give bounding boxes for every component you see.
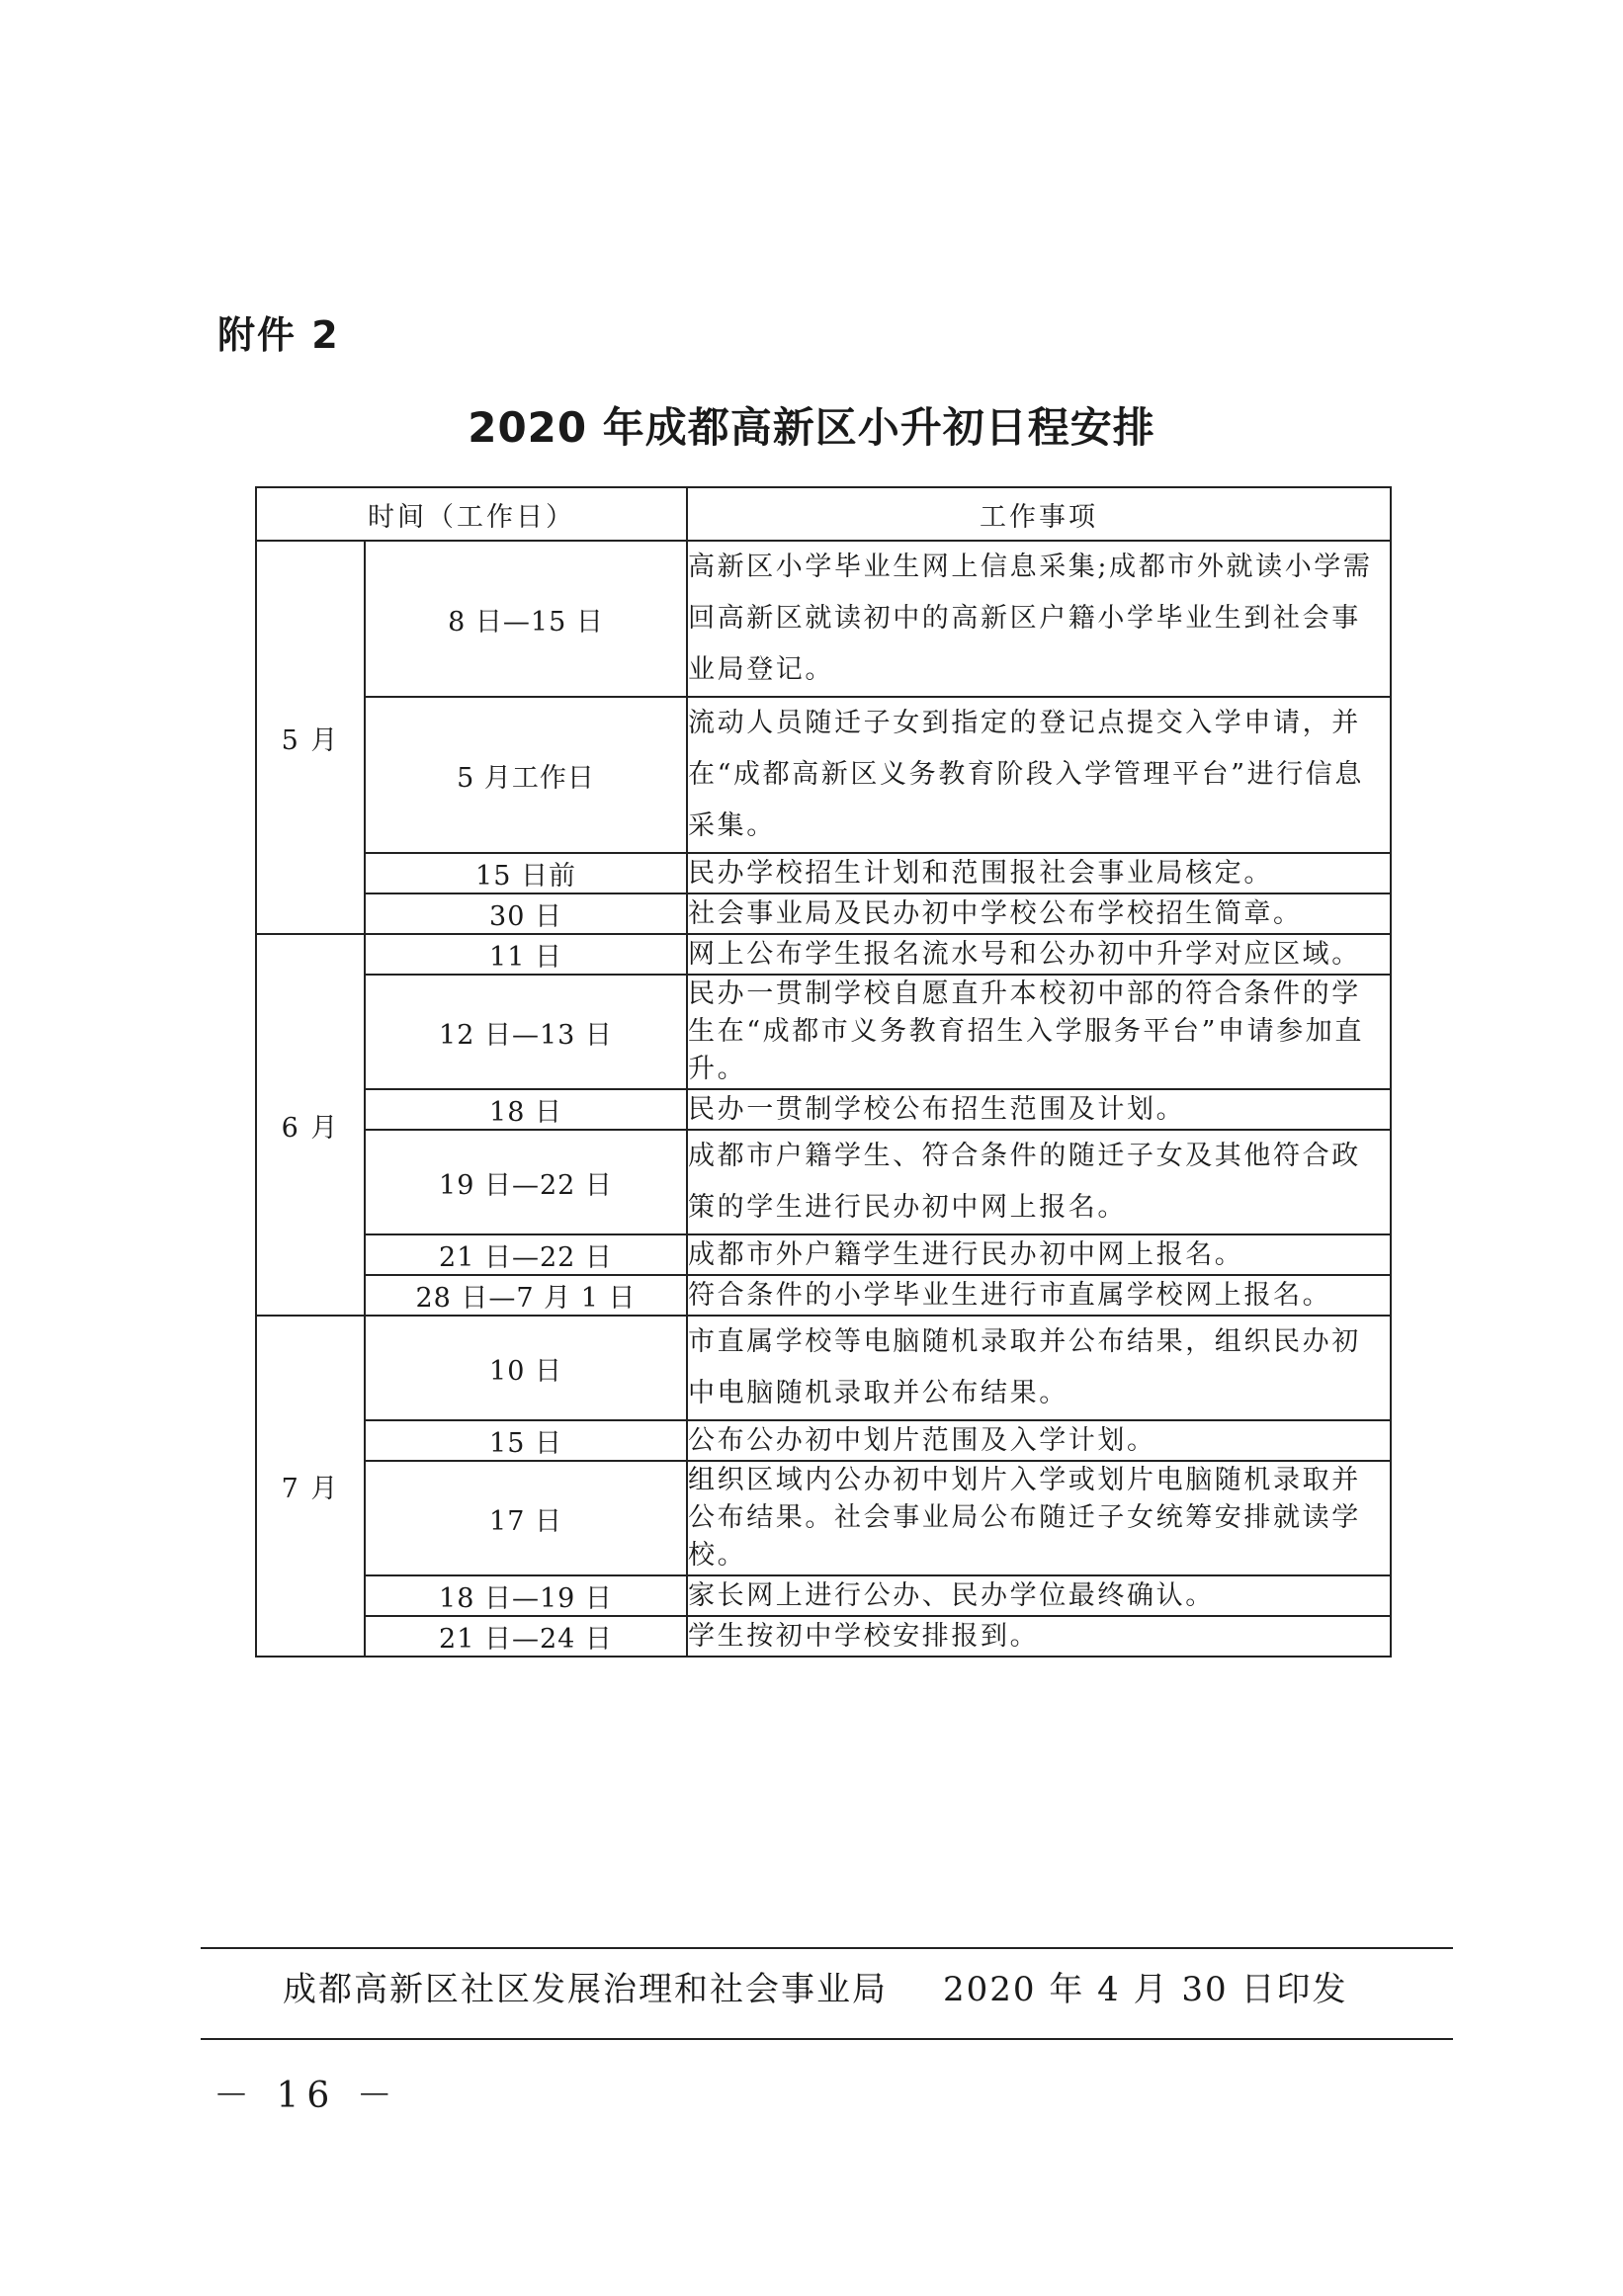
item-cell: 民办一贯制学校自愿直升本校初中部的符合条件的学生在“成都市义务教育招生入学服务平台”申请参加直升。 (687, 975, 1391, 1089)
attachment-label: 附件 2 (217, 313, 340, 357)
table-row (256, 1130, 1391, 1234)
item-cell: 市直属学校等电脑随机录取并公布结果，组织民办初中电脑随机录取并公布结果。 (687, 1316, 1391, 1420)
table-row (256, 1575, 1391, 1616)
page-number: － 16 － (214, 2076, 400, 2116)
date-cell: 18 日—19 日 (365, 1575, 687, 1616)
table-row (256, 1089, 1391, 1130)
footer-bottom-rule (201, 2038, 1453, 2040)
item-cell: 组织区域内公办初中划片入学或划片电脑随机录取并公布结果。社会事业局公布随迁子女统筹安排就读学校。 (687, 1461, 1391, 1575)
table-row (256, 1316, 1391, 1420)
date-cell: 10 日 (365, 1316, 687, 1420)
item-cell: 家长网上进行公办、民办学位最终确认。 (687, 1575, 1391, 1616)
date-cell: 21 日—22 日 (365, 1234, 687, 1275)
header-time: 时间（工作日） (256, 487, 687, 541)
item-cell: 学生按初中学校安排报到。 (687, 1616, 1391, 1657)
table-row (256, 934, 1391, 975)
date-cell: 28 日—7 月 1 日 (365, 1275, 687, 1316)
date-cell: 8 日—15 日 (365, 541, 687, 697)
table-row (256, 975, 1391, 1089)
item-cell: 民办学校招生计划和范围报社会事业局核定。 (687, 853, 1391, 893)
month-cell: 5 月 (256, 541, 365, 934)
item-cell: 成都市户籍学生、符合条件的随迁子女及其他符合政策的学生进行民办初中网上报名。 (687, 1130, 1391, 1234)
footer-top-rule (201, 1947, 1453, 1949)
footer-imprint (283, 1962, 1347, 2010)
item-cell: 社会事业局及民办初中学校公布学校招生简章。 (687, 893, 1391, 934)
date-cell: 19 日—22 日 (365, 1130, 687, 1234)
item-cell: 成都市外户籍学生进行民办初中网上报名。 (687, 1234, 1391, 1275)
date-cell: 21 日—24 日 (365, 1616, 687, 1657)
item-cell: 流动人员随迁子女到指定的登记点提交入学申请，并在“成都高新区义务教育阶段入学管理平台”进行信息采集。 (687, 697, 1391, 853)
item-cell: 符合条件的小学毕业生进行市直属学校网上报名。 (687, 1275, 1391, 1316)
date-cell: 11 日 (365, 934, 687, 975)
date-cell: 17 日 (365, 1461, 687, 1575)
schedule-table (255, 486, 1392, 1658)
table-row (256, 541, 1391, 697)
table-row (256, 697, 1391, 853)
table-row (256, 893, 1391, 934)
footer-issuer: 成都高新区社区发展治理和社会事业局 (283, 1970, 888, 2009)
header-item: 工作事项 (687, 487, 1391, 541)
item-cell: 公布公办初中划片范围及入学计划。 (687, 1420, 1391, 1461)
item-cell: 高新区小学毕业生网上信息采集;成都市外就读小学需回高新区就读初中的高新区户籍小学毕业生到社会事业局登记。 (687, 541, 1391, 697)
footer-issue-date: 2020 年 4 月 30 日印发 (943, 1970, 1348, 2009)
table-row (256, 1420, 1391, 1461)
table-row (256, 1234, 1391, 1275)
item-cell: 民办一贯制学校公布招生范围及计划。 (687, 1089, 1391, 1130)
table-row (256, 853, 1391, 893)
month-cell: 7 月 (256, 1316, 365, 1657)
table-row (256, 1275, 1391, 1316)
date-cell: 15 日 (365, 1420, 687, 1461)
date-cell: 18 日 (365, 1089, 687, 1130)
date-cell: 15 日前 (365, 853, 687, 893)
table-row (256, 1616, 1391, 1657)
date-cell: 30 日 (365, 893, 687, 934)
month-cell: 6 月 (256, 934, 365, 1316)
date-cell: 5 月工作日 (365, 697, 687, 853)
document-title: 2020 年成都高新区小升初日程安排 (468, 403, 1155, 452)
table-row (256, 1461, 1391, 1575)
date-cell: 12 日—13 日 (365, 975, 687, 1089)
item-cell: 网上公布学生报名流水号和公办初中升学对应区域。 (687, 934, 1391, 975)
